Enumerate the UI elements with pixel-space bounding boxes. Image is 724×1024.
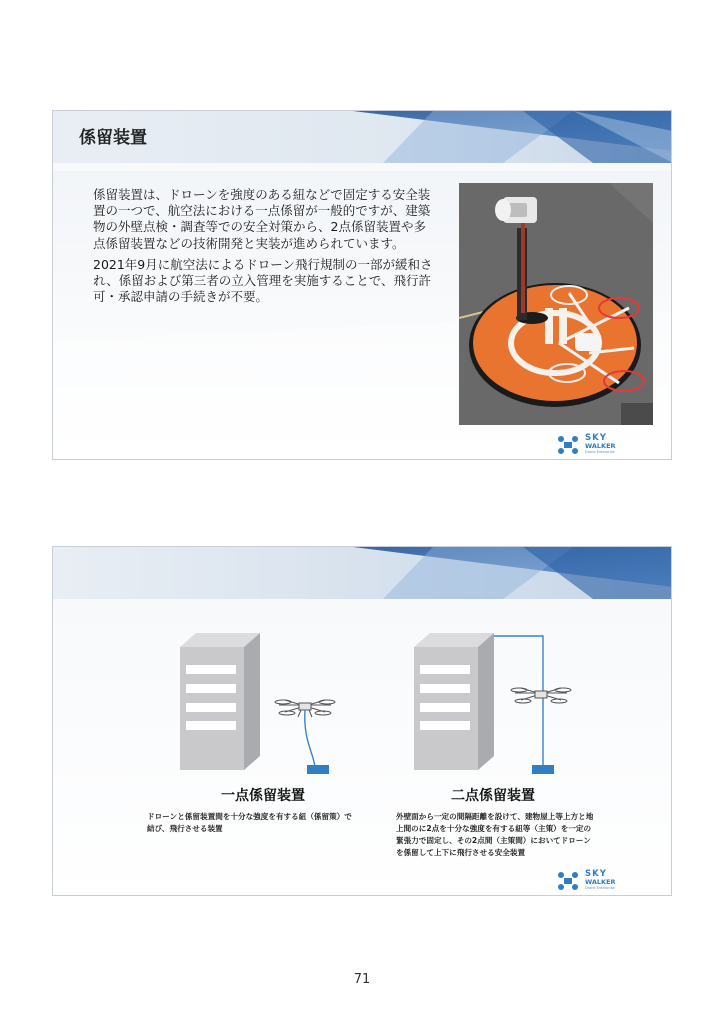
single-point-mooring-title: 一点係留装置 (221, 788, 305, 804)
building-right (414, 633, 494, 770)
sky-walker-logo (557, 869, 627, 893)
drone-right-icon (511, 688, 571, 703)
building-left (180, 633, 260, 770)
logo-text-sky: SKY (585, 433, 607, 443)
ground-anchor-left (307, 765, 329, 774)
slide-mooring-types (52, 546, 672, 896)
logo-text-sky: SKY (585, 869, 607, 879)
logo-text-tagline: Drone Enterprise (585, 886, 615, 890)
paragraph-regulation-change: 2021年9月に航空法によるドローン飛行規制の一部が緩和され、係留および第三者の立入管理を実施することで、飛行許可・承認申請の手続きが不要。 (93, 256, 433, 305)
logo-text-tagline: Drone Enterprise (585, 450, 615, 454)
single-point-mooring-description: ドローンと係留装置間を十分な強度を有する紐（係留策）で結び、飛行させる装置 (147, 812, 352, 833)
drone-logo-icon (557, 871, 579, 891)
paragraph-mooring-description: 係留装置は、ドローンを強度のある紐などで固定する安全装置の一つで、航空法における一点係留が一般的ですが、建築物の外壁点検・調査等での安全対策から、2点係留装置や多点係留装置などの技術開発と実装が進められています。 (93, 187, 431, 251)
page-number: 71 (353, 972, 371, 987)
slide-body-text (93, 187, 435, 310)
slide-mooring-overview (52, 110, 672, 460)
mooring-device-photo (459, 183, 653, 425)
logo-text-walker: WALKER (585, 442, 616, 450)
two-point-mooring-description: 外壁面から一定の間隔距離を設けて、建物屋上等上方と地上間のに2点を十分な強度を有する紐等（主策）を一定の緊張力で固定し、その2点間（主策間）においてドローンを係留して上下に飛行させる安全装置 (396, 812, 594, 857)
logo-text-walker: WALKER (585, 878, 616, 886)
slide-title: 係留装置 (79, 128, 147, 148)
sky-walker-logo (557, 433, 627, 457)
drone-logo-icon (557, 435, 579, 455)
ground-anchor-right (532, 765, 554, 774)
tether-single-line (305, 710, 315, 769)
two-point-mooring-title: 二点係留装置 (451, 788, 535, 804)
